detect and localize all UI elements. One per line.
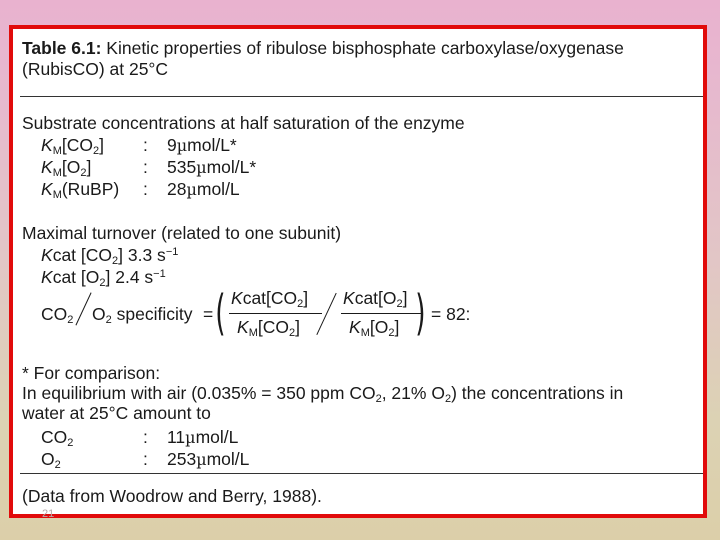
turnover-heading: Maximal turnover (related to one subunit): [22, 223, 342, 243]
km-row-o2-colon: :: [143, 157, 148, 177]
km-row-o2-label: $K_M[O_2]$: [41, 157, 92, 179]
left-paren: (: [215, 285, 226, 341]
page-number: 21: [42, 508, 55, 520]
kcat-co2-row: Kcat $[CO_2]$ 3.3 $s^{-1}$: [41, 245, 179, 267]
kcat-o2-row: Kcat $[O_2]$ 2.4 $s^{-1}$: [41, 267, 166, 289]
km-row-co2-colon: :: [143, 135, 148, 155]
specificity-equals: =: [203, 304, 214, 324]
table-label: Table 6.1:: [22, 38, 102, 58]
fraction2-bar: [341, 313, 421, 314]
fraction1-numerator: $Kcat[CO_2]$: [231, 288, 309, 310]
specificity-result: = 82:: [431, 304, 471, 324]
km-heading: Substrate concentrations at half saturation of the enzyme: [22, 113, 465, 133]
eq-row-o2-value: 253µmol/L: [167, 449, 250, 469]
km-row-rubp-label: $K_M(RuBP)$: [41, 179, 120, 201]
km-row-co2-label: $K_M[CO_2]$: [41, 135, 104, 157]
km-row-co2-value: 9µmol/L*: [167, 135, 237, 155]
table-title-line2: (RubisCO) at 25°C: [22, 59, 169, 79]
table-6-1: [13, 29, 703, 514]
fraction1-denominator: $K_M[CO_2]$: [237, 317, 300, 339]
specificity-lhs-o2: $O_2$ specificity: [92, 304, 193, 326]
km-row-o2-value: 535µmol/L*: [167, 157, 257, 177]
specificity-lhs: $CO_2$: [41, 304, 74, 326]
fraction2-numerator: $Kcat[O_2]$: [343, 288, 408, 310]
eq-row-co2-label: $CO_2$: [41, 427, 74, 449]
right-paren: ): [415, 285, 426, 341]
data-source: (Data from Woodrow and Berry, 1988).: [22, 486, 322, 506]
bottom-rule: [20, 473, 703, 474]
eq-row-co2-colon: :: [143, 427, 148, 447]
specificity-lhs-slash: [75, 292, 91, 325]
footnote-line2: water at 25°C amount to: [22, 403, 211, 423]
eq-row-o2-label: $O_2$: [41, 449, 61, 471]
footnote-line1: In equilibrium with air (0.035% = 350 ppm $CO_2$, 21% $O_2$) the concentrations in: [22, 383, 624, 405]
table-title: [22, 38, 624, 58]
table-frame: [9, 25, 707, 518]
table-title-text: Kinetic properties of ribulose bisphosphate carboxylase/oxygenase: [101, 38, 624, 58]
eq-row-o2-colon: :: [143, 449, 148, 469]
footnote-heading: * For comparison:: [22, 363, 161, 383]
fraction2-denominator: $K_M[O_2]$: [349, 317, 400, 339]
fraction-divide-slash: [316, 293, 337, 335]
eq-row-co2-value: 11µmol/L: [167, 427, 239, 447]
km-row-rubp-value: 28µmol/L: [167, 179, 240, 199]
top-rule: [20, 96, 703, 97]
km-row-rubp-colon: :: [143, 179, 148, 199]
fraction1-bar: [229, 313, 322, 314]
